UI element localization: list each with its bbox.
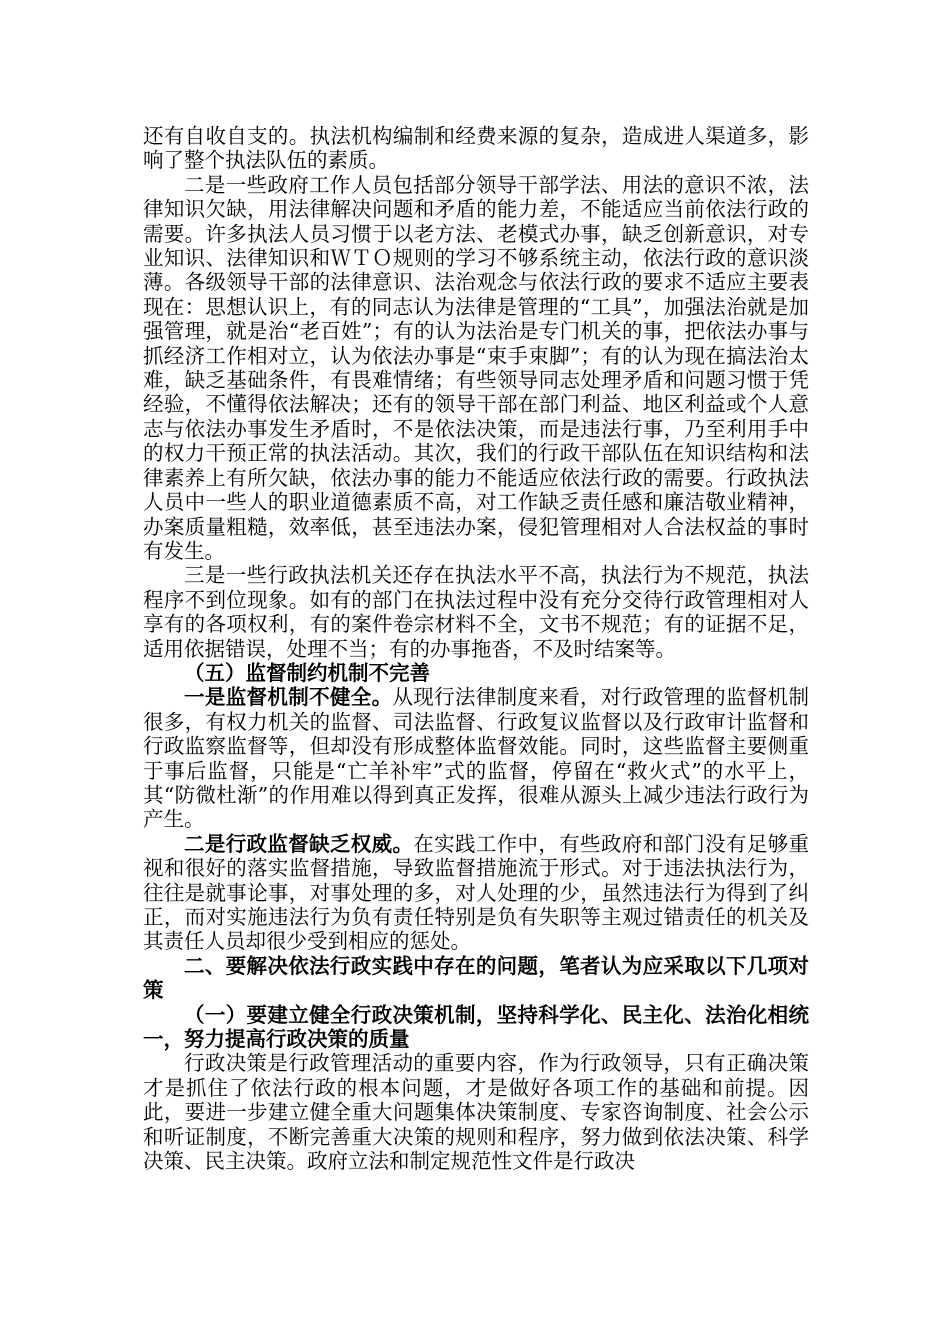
paragraph-3: 三是一些行政执法机关还存在执法水平不高，执法行为不规范，执法程序不到位现象。如有的部门在执法过程中没有充分交待行政管理相对人享有的各项权利，有的案件卷宗材料不全，文书不规范；有的证据不足，适用依据错误，处理不当；有的办事拖沓，不及时结案等。	[143, 563, 809, 661]
section-heading-5: （五）监督制约机制不完善	[184, 660, 430, 685]
paragraph-1: 还有自收自支的。执法机构编制和经费来源的复杂，造成进人渠道多，影响了整个执法队伍的素质。	[143, 124, 809, 173]
paragraph-body: 从现行法律制度来看，对行政管理的监督机制很多，有权力机关的监督、司法监督、行政复议监督以及行政审计监督和行政监察监督等，但却没有形成整体监督效能。同时，这些监督主要侧重于事后监督，只能是“亡羊补牢”式的监督，停留在“救火式”的水平上，其“防微杜渐”的作用难以得到真正发挥，很难从源头上减少违法行政行为产生。	[143, 685, 810, 832]
paragraph-body: 在实践工作中，有些政府和部门没有足够重视和很好的落实监督措施，导致监督措施流于形式。对于违法执法行为，往往是就事论事，对事处理的多，对人处理的少，虽然违法行为得到了纠正，而对实施违法行为负有责任特别是负有失职等主观过错责任的机关及其责任人员却很少受到相应的惩处。	[143, 831, 810, 954]
section-heading-2: 二、要解决依法行政实践中存在的问题，笔者认为应采取以下几项对策	[143, 953, 809, 1003]
paragraph-supervision-1	[143, 685, 809, 831]
paragraph-decision: 行政决策是行政管理活动的重要内容，作为行政领导，只有正确决策才是抓住了依法行政的根本问题，才是做好各项工作的基础和前提。因此，要进一步建立健全重大问题集体决策制度、专家咨询制度、社会公示和听证制度，不断完善重大决策的规则和程序，努力做到依法决策、科学决策、民主决策。政府立法和制定规范性文件是行政决	[143, 1051, 809, 1174]
paragraph-lead: 二是行政监督缺乏权威。	[184, 831, 414, 856]
paragraph-supervision-2	[143, 832, 809, 954]
subsection-heading-1: （一）要建立健全行政决策机制，坚持科学化、民主化、法治化相统一，努力提高行政决策的质量	[143, 1002, 809, 1052]
paragraph-lead: 一是监督机制不健全。	[184, 685, 393, 710]
document-page	[143, 124, 809, 1173]
paragraph-2: 二是一些政府工作人员包括部分领导干部学法、用法的意识不浓，法律知识欠缺，用法律解决问题和矛盾的能力差，不能适应当前依法行政的需要。许多执法人员习惯于以老方法、老模式办事，缺乏创新意识，对专业知识、法律知识和ＷＴＯ规则的学习不够系统主动，依法行政的意识淡薄。各级领导干部的法律意识、法治观念与依法行政的要求不适应主要表现在：思想认识上，有的同志认为法律是管理的“工具”，加强法治就是加强管理，就是治“老百姓”；有的认为法治是专门机关的事，把依法办事与抓经济工作相对立，认为依法办事是“束手束脚”；有的认为现在搞法治太难，缺乏基础条件，有畏难情绪；有些领导同志处理矛盾和问题习惯于凭经验，不懂得依法解决；还有的领导干部在部门利益、地区利益或个人意志与依法办事发生矛盾时，不是依法决策，而是违法行事，乃至利用手中的权力干预正常的执法活动。其次，我们的行政干部队伍在知识结构和法律素养上有所欠缺，依法办事的能力不能适应依法行政的需要。行政执法人员中一些人的职业道德素质不高，对工作缺乏责任感和廉洁敬业精神，办案质量粗糙，效率低，甚至违法办案，侵犯管理相对人合法权益的事时有发生。	[143, 172, 809, 563]
